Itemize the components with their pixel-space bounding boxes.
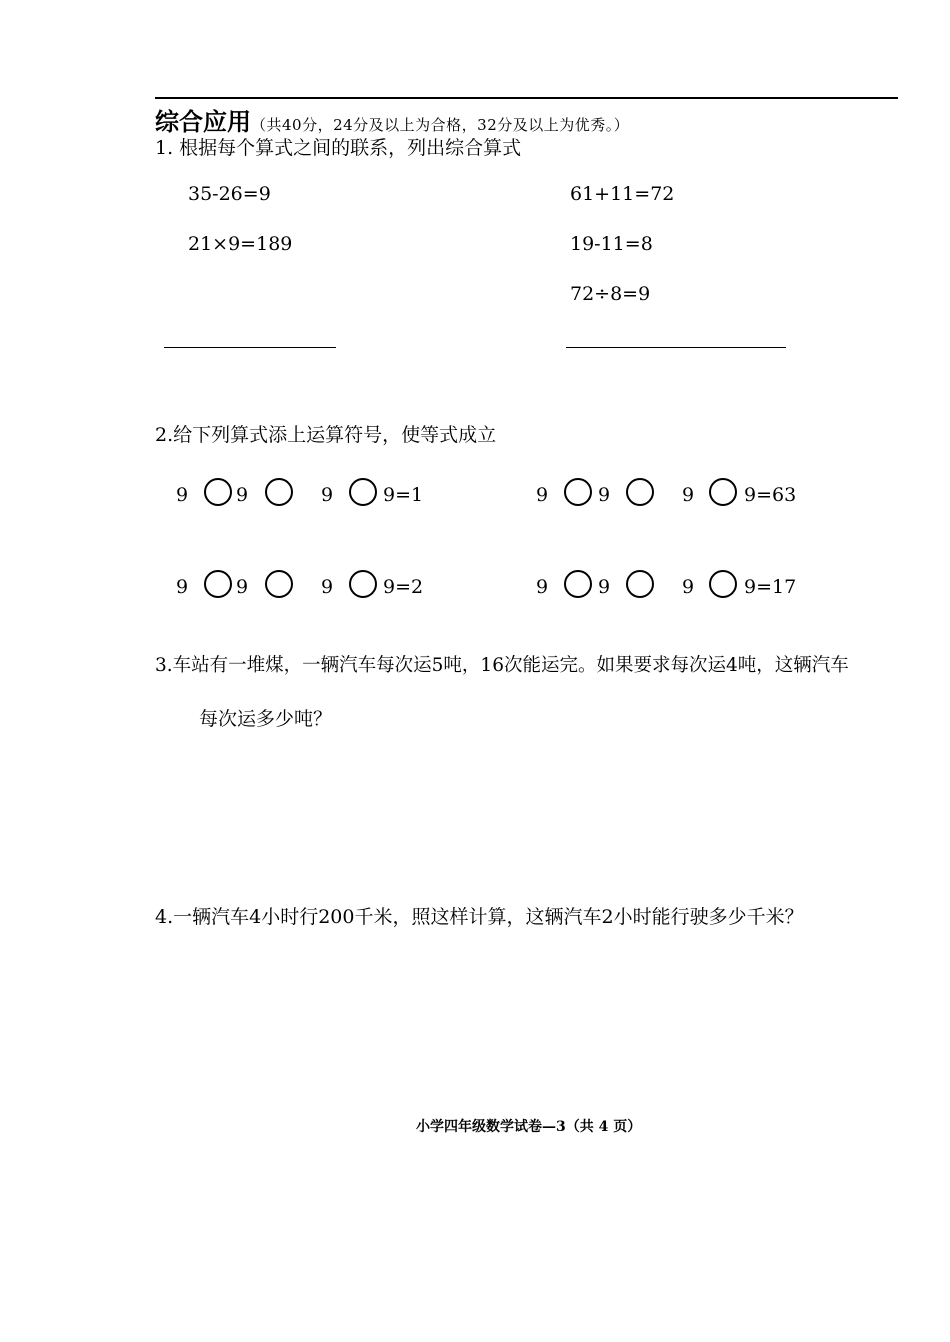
header-rule (155, 97, 898, 99)
operator-circle[interactable] (265, 570, 293, 598)
section-heading (155, 102, 629, 137)
operand: 9 (598, 576, 611, 598)
q3-line1: 3.车站有一堆煤，一辆汽车每次运5吨，16次能运完。如果要求每次运4吨，这辆汽车 (155, 655, 849, 676)
operator-circle[interactable] (349, 570, 377, 598)
operand: 9 (536, 484, 549, 506)
q3-line2: 每次运多少吨？ (199, 708, 333, 730)
section-note: （共40分，24分及以上为合格，32分及以上为优秀。） (251, 116, 630, 134)
operator-circle[interactable] (265, 478, 293, 506)
operand: 9 (176, 576, 189, 598)
operand: 9 (598, 484, 611, 506)
q2-row1-right (536, 478, 816, 512)
q1-left-eq-1: 35-26=9 (188, 183, 271, 205)
section-title: 综合应用 (155, 108, 251, 136)
operand: 9 (236, 576, 249, 598)
q1-prompt: 1. 根据每个算式之间的联系，列出综合算式 (155, 137, 522, 159)
operand: 9 (682, 576, 695, 598)
q2-row1-left (176, 478, 436, 512)
q1-right-eq-3: 72÷8=9 (570, 283, 651, 305)
operand: 9 (536, 576, 549, 598)
q1-right-eq-1: 61+11=72 (570, 183, 675, 205)
q4-prompt: 4.一辆汽车4小时行200千米，照这样计算，这辆汽车2小时能行驶多少千米？ (155, 906, 804, 928)
q2-row2-left (176, 570, 436, 604)
operator-circle[interactable] (564, 570, 592, 598)
page-footer: 小学四年级数学试卷—3（共 4 页） (416, 1119, 642, 1135)
operand: 9 (321, 484, 334, 506)
operator-circle[interactable] (349, 478, 377, 506)
operator-circle[interactable] (626, 570, 654, 598)
q1-left-answer-line[interactable] (164, 347, 336, 348)
q1-right-answer-line[interactable] (566, 347, 786, 348)
operator-circle[interactable] (204, 570, 232, 598)
operand: 9 (236, 484, 249, 506)
operator-circle[interactable] (564, 478, 592, 506)
operator-circle[interactable] (204, 478, 232, 506)
q1-right-eq-2: 19-11=8 (570, 233, 653, 255)
operator-circle[interactable] (709, 570, 737, 598)
operator-circle[interactable] (626, 478, 654, 506)
operand: 9 (176, 484, 189, 506)
result: 9=1 (383, 484, 424, 506)
result: 9=63 (744, 484, 797, 506)
result: 9=2 (383, 576, 424, 598)
q1-left-eq-2: 21×9=189 (188, 233, 293, 255)
operator-circle[interactable] (709, 478, 737, 506)
operand: 9 (682, 484, 695, 506)
operand: 9 (321, 576, 334, 598)
q2-prompt: 2.给下列算式添上运算符号，使等式成立 (155, 424, 497, 446)
q2-row2-right (536, 570, 816, 604)
result: 9=17 (744, 576, 797, 598)
